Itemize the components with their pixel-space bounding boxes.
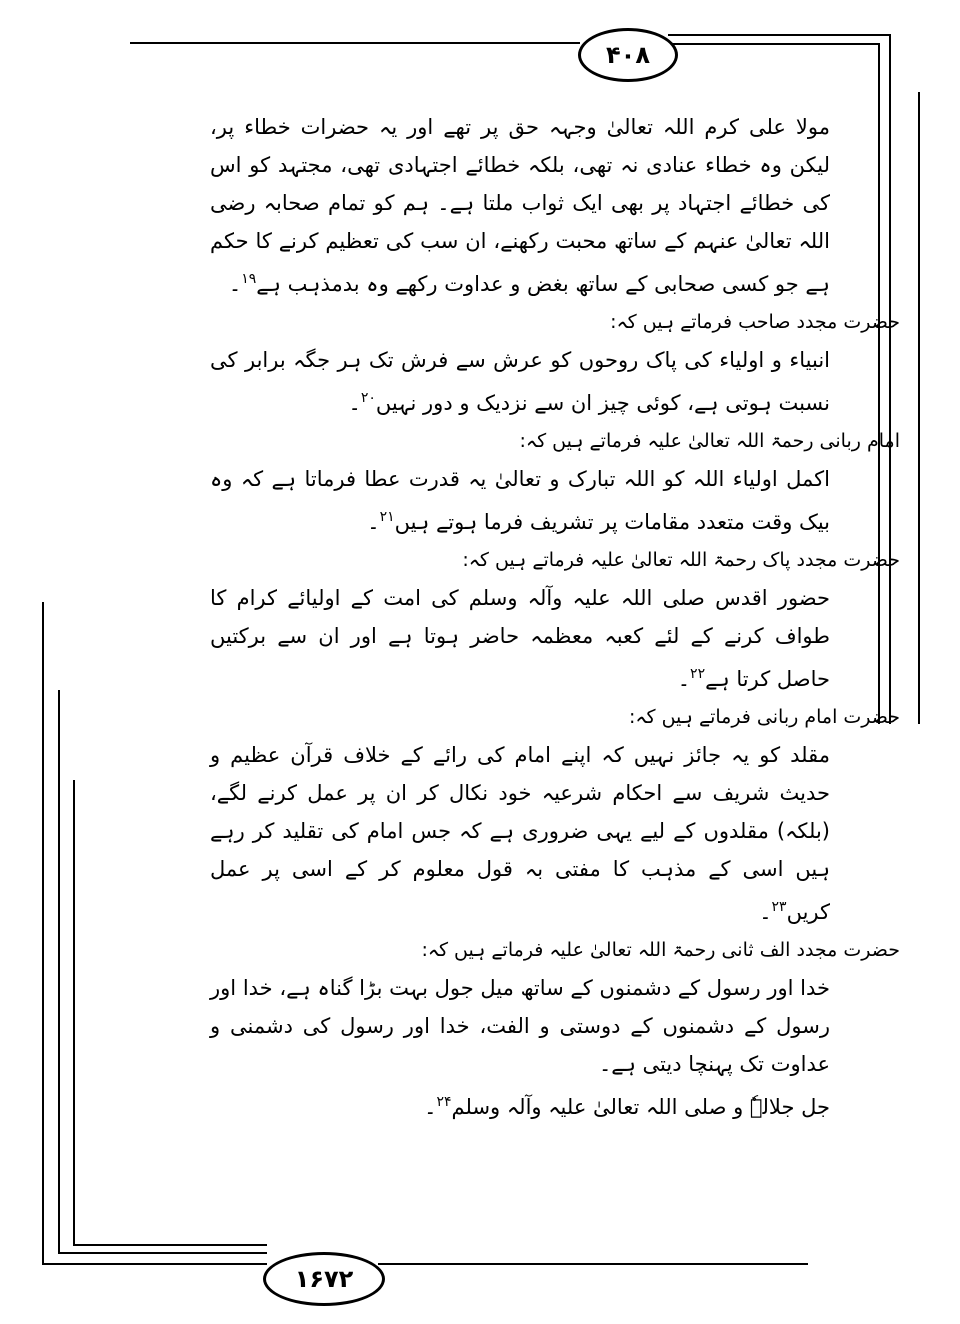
quote-intro: امام ربانی رحمۃ اللہ تعالیٰ علیہ فرماتے ہیں کہ: bbox=[519, 430, 900, 452]
paragraph-1: مولا علی کرم اللہ تعالیٰ وجہہ حق پر تھے اور یہ حضرات خطاء پر، لیکن وہ خطاء عنادی نہ تھی، بلکہ خطائے اجتہادی تھی، مجتہد کو اس کی خطائے اجتہاد پر بھی ایک ثواب ملتا ہے۔ ہم کو تمام صحابہ رضی اللہ تعالیٰ عنہم کے ساتھ محبت رکھنے، ان سب کی تعظیم کرنے کا حکم ہے جو کسی صحابی کے ساتھ بغض و عداوت رکھے وہ بدمذہب ہے$^{۱۹}$۔ bbox=[210, 115, 830, 296]
quote-block: اکمل اولیاء اللہ کو اللہ تبارک و تعالیٰ یہ قدرت عطا فرماتا ہے کہ وہ بیک وقت متعدد مقامات پر تشریف فرما ہوتے ہیں$^{۲۱}$۔ bbox=[210, 467, 830, 534]
footnote-ref: ۲۰ bbox=[360, 390, 376, 406]
footnote-ref: ۲۴ bbox=[436, 1094, 452, 1110]
frame-bottom-line-right bbox=[378, 1263, 808, 1265]
page-body bbox=[210, 108, 900, 1126]
frame-top-line-left bbox=[130, 42, 580, 44]
footnote-ref: ۱۹ bbox=[241, 271, 257, 287]
quote-block: حضور اقدس صلی اللہ علیہ وآلہ وسلم کی امت کے اولیائے کرام کا طواف کرنے کے لئے کعبہ معظمہ حاضر ہوتا ہے اور ان سے برکتیں حاصل کرتا ہے$^{۲۲}$۔ bbox=[210, 586, 830, 691]
frame-bottom-line-inner bbox=[73, 1244, 267, 1246]
frame-top-line-outer bbox=[668, 34, 891, 36]
footnote-ref: ۲۳ bbox=[771, 899, 787, 915]
quote-intro: حضرت مجدد الف ثانی رحمۃ اللہ تعالیٰ علیہ فرماتے ہیں کہ: bbox=[421, 939, 900, 961]
frame-bottom-line-outer bbox=[42, 1263, 267, 1265]
quote-intro: حضرت مجدد پاک رحمۃ اللہ تعالیٰ علیہ فرماتے ہیں کہ: bbox=[462, 549, 900, 571]
footnote-ref: ۲۲ bbox=[690, 666, 706, 682]
page-number-bottom bbox=[263, 1252, 385, 1306]
frame-right-line-middle bbox=[878, 43, 880, 724]
quote-block: خدا اور رسول کے دشمنوں کے ساتھ میل جول بہت بڑا گناہ ہے، خدا اور رسول کے دشمنوں کے دوستی و الفت، خدا اور رسول کی دشمنی و عداوت تک پہنچا دیتی ہے۔ جل جلالہٗ و صلی اللہ تعالیٰ علیہ وآلہ وسلم$^{۲۴}$۔ bbox=[210, 976, 830, 1119]
frame-left-line-middle bbox=[58, 690, 60, 1252]
frame-bottom-line-middle bbox=[58, 1252, 267, 1254]
frame-top-line-inner bbox=[668, 43, 878, 45]
footnote-ref: ۲۱ bbox=[379, 509, 395, 525]
frame-left-line-outer bbox=[42, 602, 44, 1264]
quote-block: مقلد کو یہ جائز نہیں کہ اپنے امام کی رائے کے خلاف قرآن عظیم و حدیث شریف سے احکام شرعیہ خود نکال کر ان پر عمل کرنے لگے، (بلکہ) مقلدوں کے لیے یہی ضروری ہے کہ جس امام کی تقلید کر رہے ہیں اسی کے مذہب کا مفتی بہ قول معلوم کر کے اسی پر عمل کریں$^{۲۳}$۔ bbox=[210, 743, 830, 924]
page-number-bottom-text: ۱۶۷۲ bbox=[294, 1265, 354, 1293]
frame-right-line-inner bbox=[918, 92, 920, 724]
quote-intro: حضرت مجدد صاحب فرماتے ہیں کہ: bbox=[610, 311, 900, 333]
frame-right-line-outer bbox=[889, 34, 891, 724]
frame-left-line-inner bbox=[73, 780, 75, 1245]
quote-intro: حضرت امام ربانی فرماتے ہیں کہ: bbox=[628, 706, 900, 728]
page-number-top bbox=[578, 28, 678, 82]
quote-block: انبیاء و اولیاء کی پاک روحوں کو عرش سے فرش تک ہر جگہ برابر کی نسبت ہوتی ہے، کوئی چیز ان سے نزدیک و دور نہیں$^{۲۰}$۔ bbox=[210, 348, 830, 415]
page-number-top-text: ۴۰۸ bbox=[606, 41, 650, 69]
